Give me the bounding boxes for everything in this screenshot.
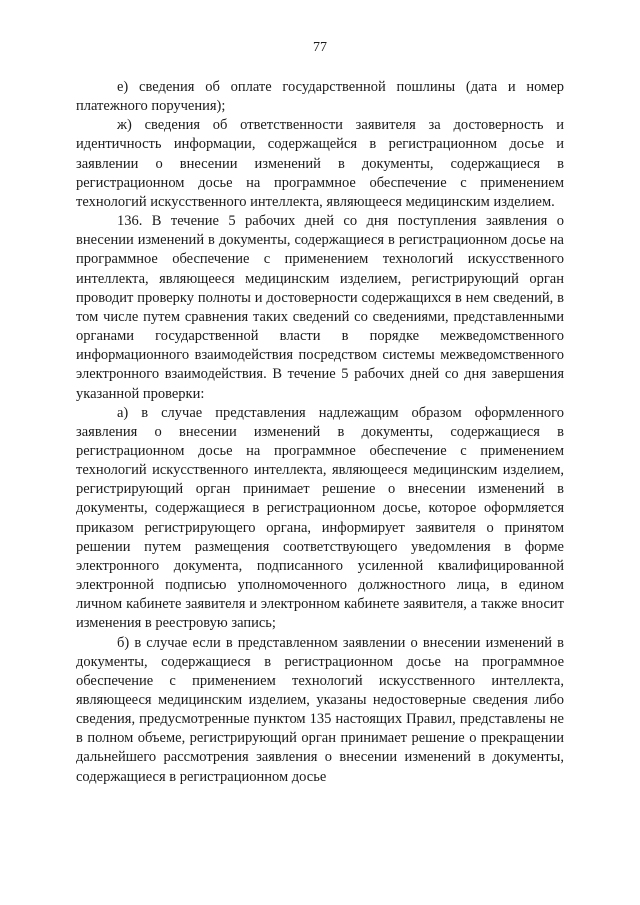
paragraph-clause-136: 136. В течение 5 рабочих дней со дня поступления заявления о внесении изменений в документы, содержащиеся в регистрационном досье на программное обеспечение с применением технологий искусственного интеллекта, являющееся медицинским изделием, регистрирующий орган проводит проверку полноты и достоверности содержащихся в нем сведений, в том числе путем сравнения таких сведений со сведениями, представленными органами государственной власти в порядке межведомственного информационного взаимодействия посредством системы межведомственного электронного взаимодействия. В течение 5 рабочих дней со дня завершения указанной проверки: bbox=[76, 213, 564, 402]
paragraph-item-a: а) в случае представления надлежащим образом оформленного заявления о внесении изменений в документы, содержащиеся в регистрационном досье на программное обеспечение с применением технологий искусственного интеллекта, являющееся медицинским изделием, регистрирующий орган принимает решение о внесении изменений в документы, содержащиеся в регистрационном досье, которое оформляется приказом регистрирующего органа, информирует заявителя о принятом решении путем размещения соответствующего уведомления в форме электронного документа, подписанного усиленной квалифицированной электронной подписью уполномоченного должностного лица, в едином личном кабинете заявителя и электронном кабинете заявителя, а также вносит изменения в реестровую запись; bbox=[76, 404, 564, 632]
paragraph-item-zh: ж) сведения об ответственности заявителя за достоверность и идентичность информации, содержащейся в регистрационном досье и заявлении о внесении изменений в документы, содержащиеся в регистрационном досье на программное обеспечение с применением технологий искусственного интеллекта, являющееся медицинским изделием. bbox=[76, 117, 564, 210]
paragraph-item-b: б) в случае если в представленном заявлении о внесении изменений в документы, содержащиеся в регистрационном досье на программное обеспечение с применением технологий искусственного интеллекта, являющееся медицинским изделием, указаны недостоверные сведения либо сведения, предусмотренные пунктом 135 настоящих Правил, представлены не в полном объеме, регистрирующий орган принимает решение о прекращении дальнейшего рассмотрения заявления о внесении изменений в документы, содержащиеся в регистрационном досье bbox=[76, 634, 564, 785]
page-body bbox=[76, 78, 564, 787]
page-number: 77 bbox=[313, 40, 327, 55]
paragraph-item-e: е) сведения об оплате государственной пошлины (дата и номер платежного поручения); bbox=[76, 79, 564, 115]
